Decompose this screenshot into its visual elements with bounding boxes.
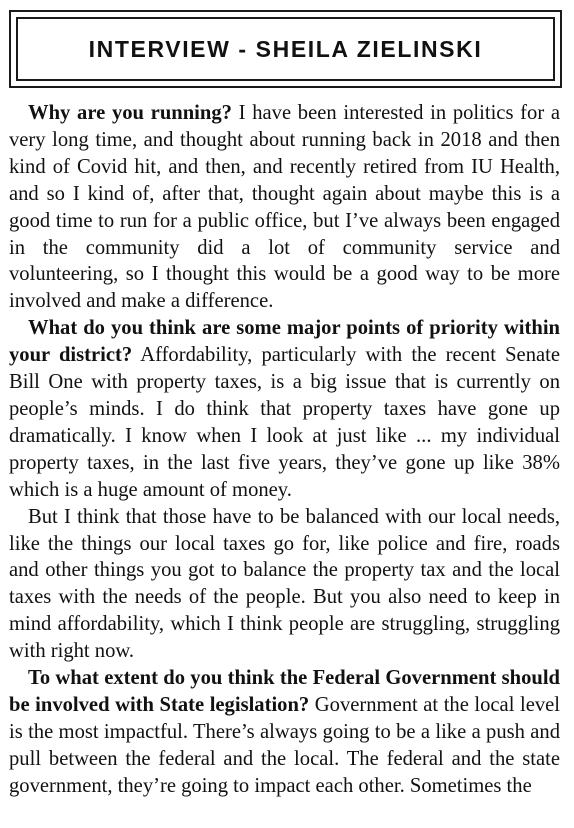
article-body (9, 100, 560, 800)
question-priorities: What do you think are some major points of priority within your district? (9, 317, 560, 367)
paragraph-federal (9, 665, 560, 800)
title-box-inner-border (16, 17, 555, 81)
paragraph-priorities (9, 315, 560, 503)
question-why-running: Why are you running? (28, 102, 232, 124)
paragraph-why-running (9, 100, 560, 315)
question-federal: To what extent do you think the Federal Government should be involved with State legislation? (9, 667, 560, 716)
paragraph-balance: But I think that those have to be balanced with our local needs, like the things our local taxes go for, like police and fire, roads and other things you got to balance the property tax and the local taxes with the needs of the people. But you also need to keep in mind affordability, which I think people are struggling, struggling with right now. (9, 505, 560, 663)
answer-priorities: Affordability, particularly with the recent Senate Bill One with property taxes, is a big issue that is currently on people’s minds. I do think that property taxes have gone up dramatically. I know when I look at just like ... my individual property taxes, in the last five years, they’ve gone up like 38% which is a huge amount of money. (9, 344, 560, 501)
answer-why-running: I have been interested in politics for a very long time, and thought about running back in 2018 and then kind of Covid hit, and then, and recently retired from IU Health, and so I kind of, after that, thought again about maybe this is a good time to run for a public office, but I’ve always been engaged in the community did a lot of community service and volunteering, so I thought this would be a good way to be more involved and make a difference. (9, 102, 561, 313)
answer-federal: Government at the local level is the most impactful. There’s always going to be a like a push and pull between the federal and the local. The federal and the state government, they’re going to impact each other. Sometimes the (9, 693, 560, 797)
page-title: INTERVIEW - SHEILA ZIELINSKI (88, 35, 483, 62)
title-box (9, 10, 562, 88)
